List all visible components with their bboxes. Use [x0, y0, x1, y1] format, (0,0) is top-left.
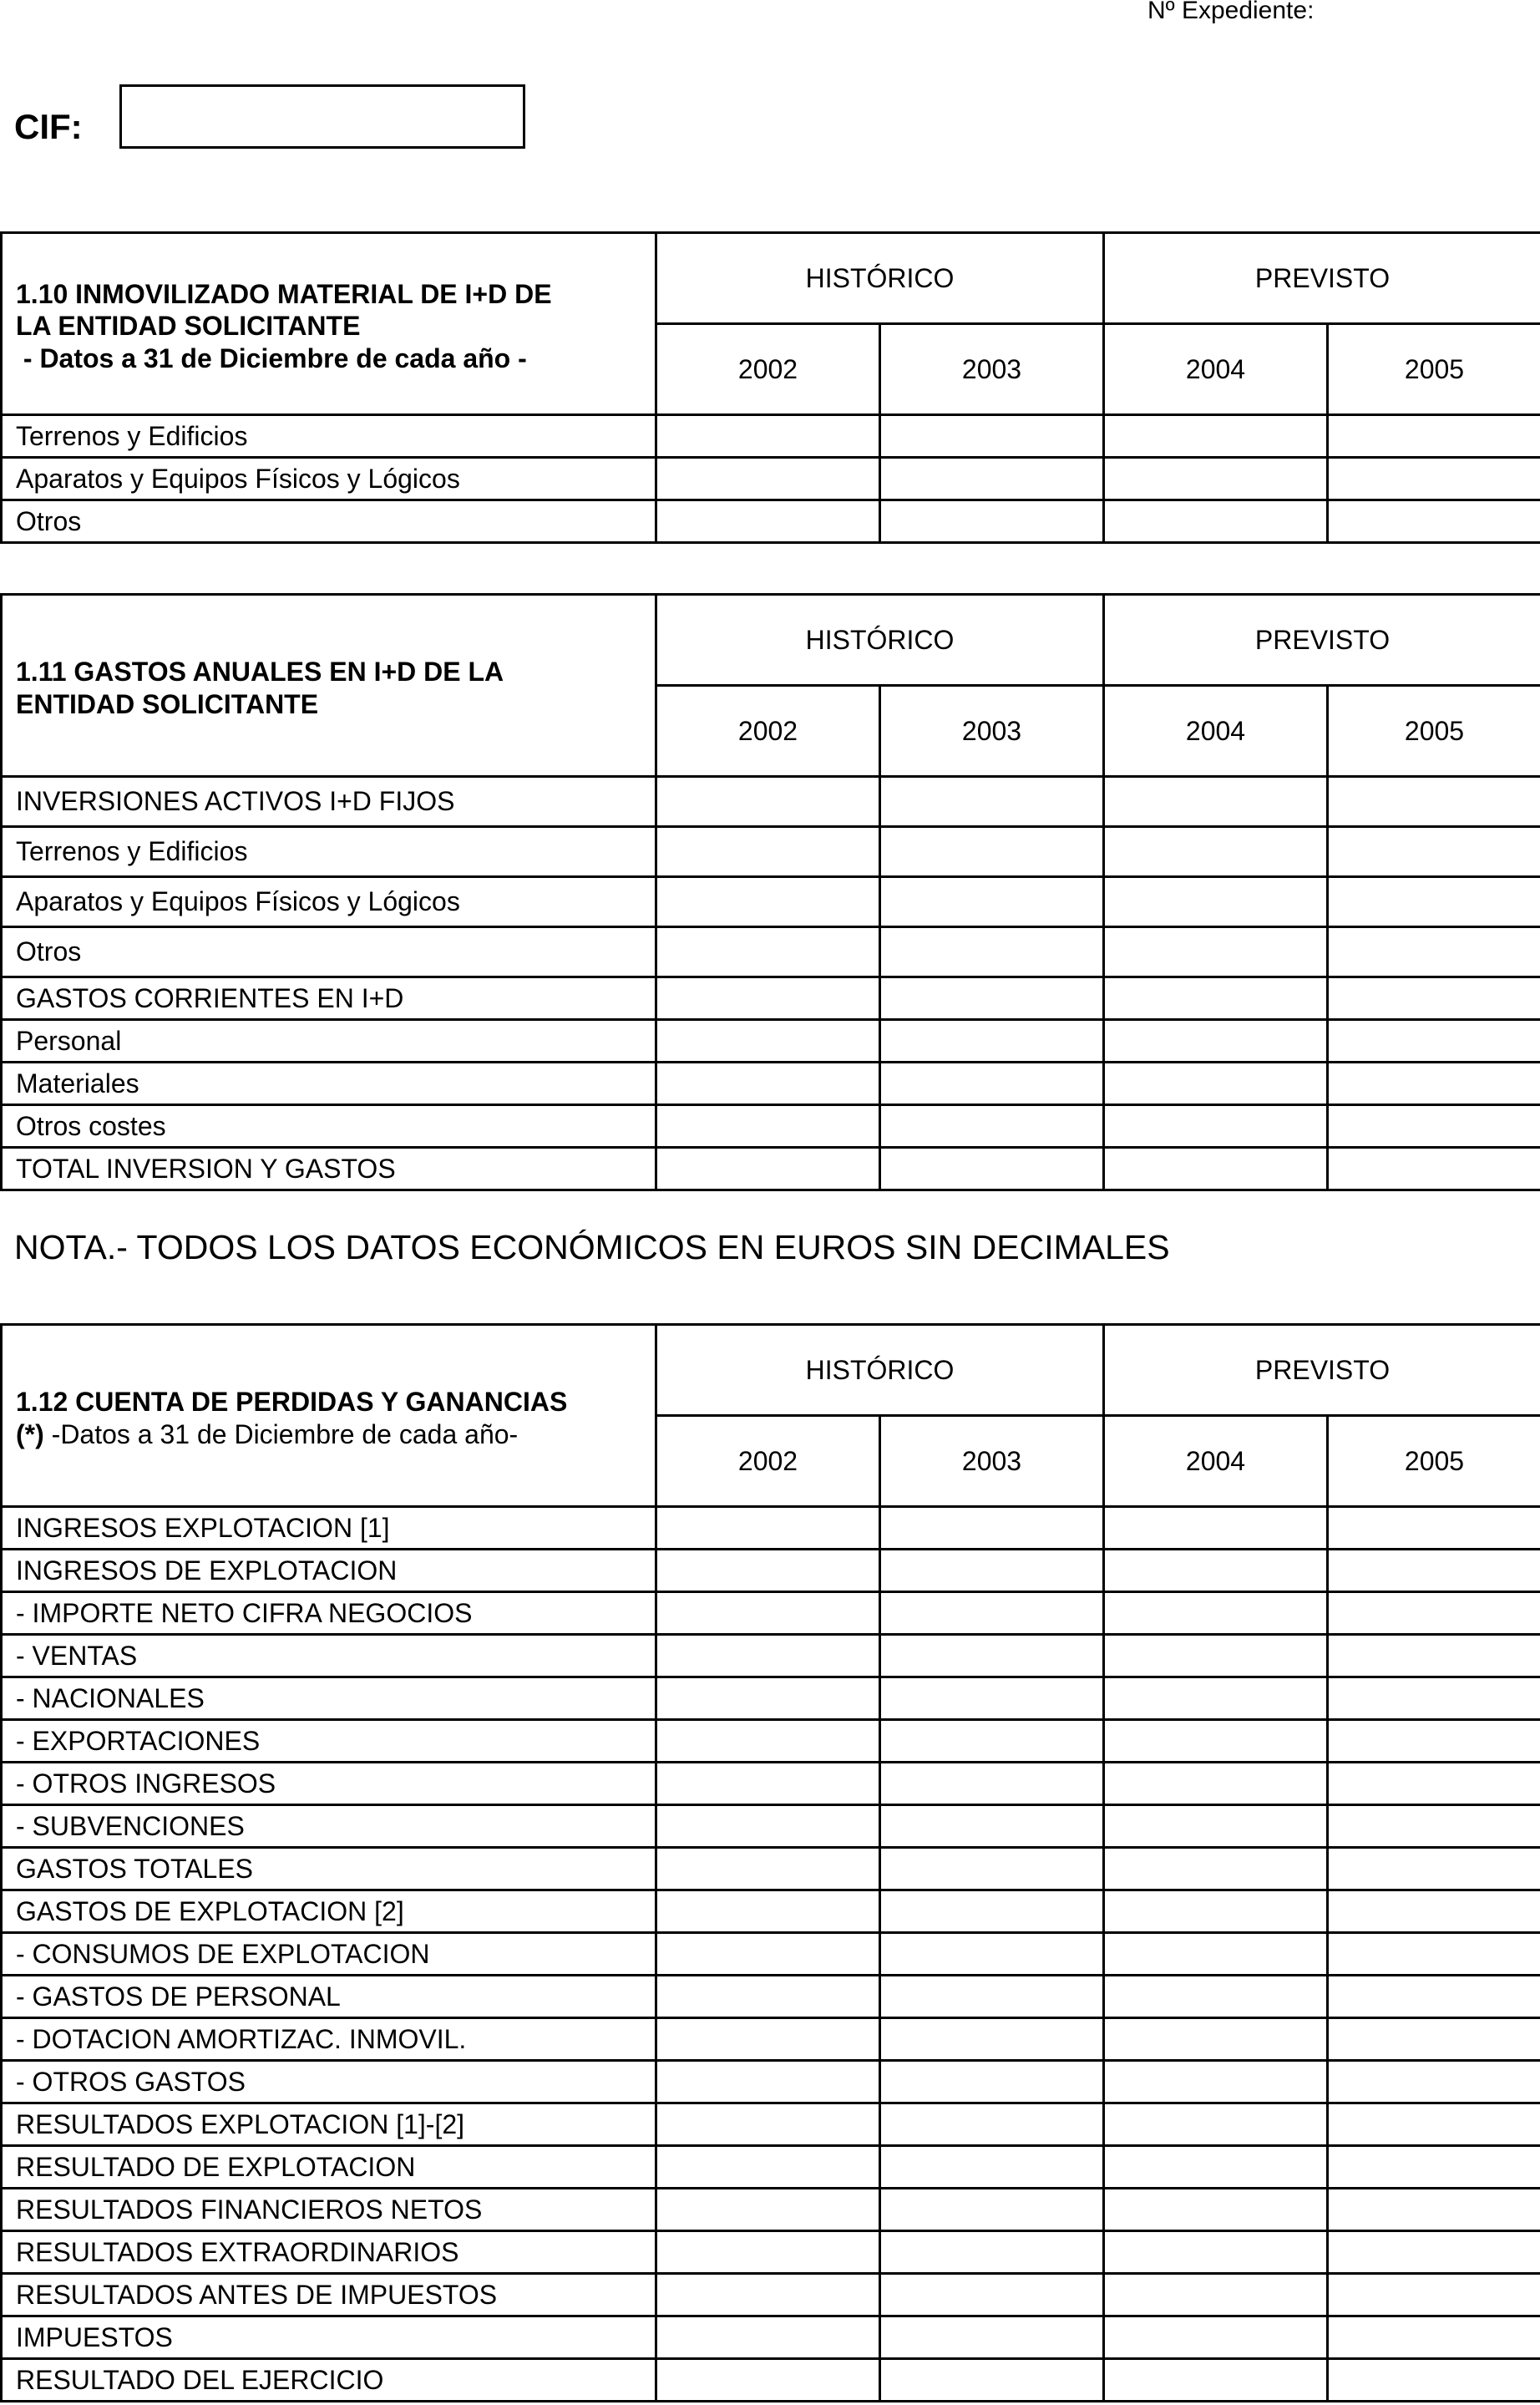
- table-row: [2, 777, 1540, 827]
- t3-value-cell-2005[interactable]: [1328, 1890, 1540, 1933]
- t2-value-cell-2002[interactable]: [656, 827, 880, 877]
- table-row: [2, 1720, 1540, 1763]
- table2-title-line2: ENTIDAD SOLICITANTE: [16, 688, 319, 719]
- table-row: [2, 2061, 1540, 2103]
- table-row: [2, 2231, 1540, 2274]
- t2-value-cell-2004[interactable]: [1104, 777, 1328, 827]
- t2-row-label: Terrenos y Edificios: [2, 827, 656, 877]
- t3-value-cell-2005[interactable]: [1328, 2189, 1540, 2231]
- t3-value-cell-2004[interactable]: [1104, 1976, 1328, 2018]
- t3-value-cell-2002[interactable]: [656, 1805, 880, 1848]
- table3-title-line2-wrap: [16, 1418, 655, 1450]
- t3-value-cell-2002[interactable]: [656, 1677, 880, 1720]
- t2-row-label: INVERSIONES ACTIVOS I+D FIJOS: [2, 777, 656, 827]
- table1-historico-header: HISTÓRICO: [656, 233, 1104, 324]
- t3-value-cell-2003[interactable]: [880, 1592, 1104, 1635]
- table2-historico-header: HISTÓRICO: [656, 595, 1104, 686]
- table-row: [2, 458, 1540, 500]
- table3-body: [2, 1507, 1540, 2402]
- t3-row-label: - SUBVENCIONES: [2, 1805, 656, 1848]
- table1-previsto-header: PREVISTO: [1104, 233, 1540, 324]
- table-row: [2, 1507, 1540, 1550]
- t2-value-cell-2003[interactable]: [880, 1105, 1104, 1148]
- t2-value-cell-2003[interactable]: [880, 877, 1104, 927]
- table1-title: [2, 233, 656, 415]
- t1-value-cell-2003[interactable]: [880, 415, 1104, 458]
- t3-value-cell-2004[interactable]: [1104, 1635, 1328, 1677]
- t3-row-label: - VENTAS: [2, 1635, 656, 1677]
- table-row: [2, 1635, 1540, 1677]
- t3-value-cell-2005[interactable]: [1328, 1805, 1540, 1848]
- t1-value-cell-2003[interactable]: [880, 500, 1104, 543]
- t2-value-cell-2004[interactable]: [1104, 1105, 1328, 1148]
- t3-row-label: RESULTADOS EXPLOTACION [1]-[2]: [2, 2103, 656, 2146]
- t3-value-cell-2005[interactable]: [1328, 1976, 1540, 2018]
- t3-row-label: RESULTADOS FINANCIEROS NETOS: [2, 2189, 656, 2231]
- t3-value-cell-2002[interactable]: [656, 1848, 880, 1890]
- table3-title-mark: (*): [16, 1418, 44, 1449]
- t1-row-label: Terrenos y Edificios: [2, 415, 656, 458]
- t3-value-cell-2003[interactable]: [880, 1890, 1104, 1933]
- t3-row-label: - IMPORTE NETO CIFRA NEGOCIOS: [2, 1592, 656, 1635]
- expediente-label: Nº Expediente:: [1147, 0, 1315, 24]
- t3-value-cell-2003[interactable]: [880, 1677, 1104, 1720]
- t3-value-cell-2005[interactable]: [1328, 1763, 1540, 1805]
- t2-value-cell-2002[interactable]: [656, 1148, 880, 1190]
- t3-value-cell-2003[interactable]: [880, 1848, 1104, 1890]
- t2-row-label: Aparatos y Equipos Físicos y Lógicos: [2, 877, 656, 927]
- t3-value-cell-2004[interactable]: [1104, 1592, 1328, 1635]
- t3-value-cell-2003[interactable]: [880, 2103, 1104, 2146]
- t2-value-cell-2003[interactable]: [880, 777, 1104, 827]
- table-row: [2, 2316, 1540, 2359]
- table3-year-2003: 2003: [880, 1416, 1104, 1507]
- t3-value-cell-2002[interactable]: [656, 1635, 880, 1677]
- table-perdidas-ganancias: [0, 1323, 1540, 2402]
- t2-value-cell-2004[interactable]: [1104, 877, 1328, 927]
- t3-value-cell-2003[interactable]: [880, 1720, 1104, 1763]
- t2-row-label: Otros costes: [2, 1105, 656, 1148]
- table3-year-2002: 2002: [656, 1416, 880, 1507]
- t3-row-label: - OTROS INGRESOS: [2, 1763, 656, 1805]
- t3-value-cell-2004[interactable]: [1104, 2103, 1328, 2146]
- table-row: [2, 2103, 1540, 2146]
- table-row: [2, 1763, 1540, 1805]
- t3-value-cell-2005[interactable]: [1328, 1507, 1540, 1550]
- table-row: [2, 1976, 1540, 2018]
- t3-value-cell-2002[interactable]: [656, 1720, 880, 1763]
- table-row: [2, 1063, 1540, 1105]
- t2-value-cell-2004[interactable]: [1104, 1020, 1328, 1063]
- t3-value-cell-2004[interactable]: [1104, 1550, 1328, 1592]
- table2-title-line1: 1.11 GASTOS ANUALES EN I+D DE LA: [16, 657, 504, 688]
- t2-value-cell-2005[interactable]: [1328, 777, 1540, 827]
- t3-value-cell-2004[interactable]: [1104, 1763, 1328, 1805]
- t3-row-label: - EXPORTACIONES: [2, 1720, 656, 1763]
- t2-value-cell-2005[interactable]: [1328, 1105, 1540, 1148]
- t2-value-cell-2003[interactable]: [880, 1063, 1104, 1105]
- t2-row-label: Otros: [2, 927, 656, 977]
- t3-value-cell-2005[interactable]: [1328, 2061, 1540, 2103]
- t3-value-cell-2002[interactable]: [656, 2274, 880, 2316]
- t3-value-cell-2005[interactable]: [1328, 1677, 1540, 1720]
- table-row: [2, 1890, 1540, 1933]
- t2-value-cell-2004[interactable]: [1104, 1063, 1328, 1105]
- t3-value-cell-2003[interactable]: [880, 1507, 1104, 1550]
- t3-value-cell-2002[interactable]: [656, 2103, 880, 2146]
- table2-previsto-header: PREVISTO: [1104, 595, 1540, 686]
- t2-value-cell-2003[interactable]: [880, 1148, 1104, 1190]
- t3-row-label: RESULTADO DE EXPLOTACION: [2, 2146, 656, 2189]
- cif-label: CIF:: [14, 107, 83, 146]
- table-row: [2, 1933, 1540, 1976]
- t3-value-cell-2004[interactable]: [1104, 1890, 1328, 1933]
- t3-value-cell-2005[interactable]: [1328, 2316, 1540, 2359]
- t3-value-cell-2004[interactable]: [1104, 2231, 1328, 2274]
- t2-value-cell-2004[interactable]: [1104, 1148, 1328, 1190]
- table-row: [2, 2359, 1540, 2402]
- t2-value-cell-2005[interactable]: [1328, 927, 1540, 977]
- t3-row-label: RESULTADO DEL EJERCICIO: [2, 2359, 656, 2402]
- t3-value-cell-2005[interactable]: [1328, 1550, 1540, 1592]
- t3-value-cell-2005[interactable]: [1328, 2103, 1540, 2146]
- t3-value-cell-2003[interactable]: [880, 1976, 1104, 2018]
- table-row: [2, 1592, 1540, 1635]
- t3-value-cell-2005[interactable]: [1328, 1720, 1540, 1763]
- table3-year-2005: 2005: [1328, 1416, 1540, 1507]
- t3-row-label: GASTOS DE EXPLOTACION [2]: [2, 1890, 656, 1933]
- t3-value-cell-2005[interactable]: [1328, 2146, 1540, 2189]
- t3-value-cell-2003[interactable]: [880, 2146, 1104, 2189]
- table-row: [2, 2018, 1540, 2061]
- t3-row-label: INGRESOS EXPLOTACION [1]: [2, 1507, 656, 1550]
- nota-text: NOTA.- TODOS LOS DATOS ECONÓMICOS EN EUROS SIN DECIMALES: [14, 1228, 1170, 1266]
- table-row: [2, 1805, 1540, 1848]
- table1-body: [2, 415, 1540, 543]
- t2-value-cell-2002[interactable]: [656, 927, 880, 977]
- t2-value-cell-2004[interactable]: [1104, 827, 1328, 877]
- t3-row-label: - OTROS GASTOS: [2, 2061, 656, 2103]
- table1-title-line2: LA ENTIDAD SOLICITANTE: [16, 311, 361, 342]
- t2-value-cell-2005[interactable]: [1328, 977, 1540, 1020]
- table3-title-line2: -Datos a 31 de Diciembre de cada año-: [43, 1418, 519, 1449]
- table1-year-2002: 2002: [656, 324, 880, 415]
- t2-value-cell-2002[interactable]: [656, 977, 880, 1020]
- t3-value-cell-2004[interactable]: [1104, 1805, 1328, 1848]
- t1-value-cell-2003[interactable]: [880, 458, 1104, 500]
- t2-value-cell-2002[interactable]: [656, 877, 880, 927]
- t3-value-cell-2004[interactable]: [1104, 1677, 1328, 1720]
- t3-value-cell-2004[interactable]: [1104, 1507, 1328, 1550]
- table3-year-2004: 2004: [1104, 1416, 1328, 1507]
- t3-value-cell-2002[interactable]: [656, 2061, 880, 2103]
- table-row: [2, 827, 1540, 877]
- t3-value-cell-2005[interactable]: [1328, 1848, 1540, 1890]
- t1-row-label: Aparatos y Equipos Físicos y Lógicos: [2, 458, 656, 500]
- table1-year-2005: 2005: [1328, 324, 1540, 415]
- t1-value-cell-2004[interactable]: [1104, 458, 1328, 500]
- t1-value-cell-2004[interactable]: [1104, 500, 1328, 543]
- t1-value-cell-2002[interactable]: [656, 458, 880, 500]
- table3-historico-header: HISTÓRICO: [656, 1325, 1104, 1416]
- t1-value-cell-2005[interactable]: [1328, 458, 1540, 500]
- t3-value-cell-2005[interactable]: [1328, 2231, 1540, 2274]
- t3-value-cell-2002[interactable]: [656, 1976, 880, 2018]
- t3-value-cell-2003[interactable]: [880, 2316, 1104, 2359]
- t3-value-cell-2005[interactable]: [1328, 2018, 1540, 2061]
- table2-title: [2, 595, 656, 777]
- t3-value-cell-2003[interactable]: [880, 1763, 1104, 1805]
- t3-value-cell-2002[interactable]: [656, 2359, 880, 2402]
- t2-value-cell-2004[interactable]: [1104, 977, 1328, 1020]
- t3-value-cell-2003[interactable]: [880, 2274, 1104, 2316]
- t3-value-cell-2004[interactable]: [1104, 1720, 1328, 1763]
- t2-value-cell-2003[interactable]: [880, 977, 1104, 1020]
- table2-year-2002: 2002: [656, 686, 880, 777]
- t3-value-cell-2002[interactable]: [656, 1592, 880, 1635]
- t3-value-cell-2003[interactable]: [880, 2231, 1104, 2274]
- table-row: [2, 1848, 1540, 1890]
- t2-value-cell-2005[interactable]: [1328, 1063, 1540, 1105]
- t2-value-cell-2005[interactable]: [1328, 827, 1540, 877]
- t3-value-cell-2004[interactable]: [1104, 2146, 1328, 2189]
- t3-value-cell-2005[interactable]: [1328, 2359, 1540, 2402]
- t2-value-cell-2002[interactable]: [656, 777, 880, 827]
- t2-value-cell-2002[interactable]: [656, 1105, 880, 1148]
- table-row: [2, 1020, 1540, 1063]
- t3-value-cell-2005[interactable]: [1328, 1933, 1540, 1976]
- table1-title-line1: 1.10 INMOVILIZADO MATERIAL DE I+D DE: [16, 278, 552, 309]
- t2-value-cell-2005[interactable]: [1328, 1020, 1540, 1063]
- t3-value-cell-2005[interactable]: [1328, 2274, 1540, 2316]
- t3-value-cell-2002[interactable]: [656, 2189, 880, 2231]
- table-row: [2, 1677, 1540, 1720]
- table1-year-2004: 2004: [1104, 324, 1328, 415]
- table-row: [2, 877, 1540, 927]
- t3-value-cell-2002[interactable]: [656, 2231, 880, 2274]
- t3-value-cell-2004[interactable]: [1104, 2189, 1328, 2231]
- t3-value-cell-2002[interactable]: [656, 2146, 880, 2189]
- t2-value-cell-2005[interactable]: [1328, 877, 1540, 927]
- t3-value-cell-2003[interactable]: [880, 2018, 1104, 2061]
- table-row: [2, 1550, 1540, 1592]
- table-row: [2, 500, 1540, 543]
- t3-value-cell-2002[interactable]: [656, 1550, 880, 1592]
- table-inmovilizado: [0, 231, 1540, 544]
- cif-input-box[interactable]: [119, 84, 525, 149]
- t1-row-label: Otros: [2, 500, 656, 543]
- t3-value-cell-2003[interactable]: [880, 1805, 1104, 1848]
- t1-value-cell-2002[interactable]: [656, 415, 880, 458]
- t2-value-cell-2004[interactable]: [1104, 927, 1328, 977]
- table2-year-2005: 2005: [1328, 686, 1540, 777]
- table1-title-line3: - Datos a 31 de Diciembre de cada año -: [16, 342, 527, 373]
- t3-row-label: - CONSUMOS DE EXPLOTACION: [2, 1933, 656, 1976]
- t1-value-cell-2005[interactable]: [1328, 415, 1540, 458]
- table-row: [2, 2146, 1540, 2189]
- t3-row-label: RESULTADOS ANTES DE IMPUESTOS: [2, 2274, 656, 2316]
- t3-value-cell-2003[interactable]: [880, 2189, 1104, 2231]
- table-row: [2, 1148, 1540, 1190]
- t2-value-cell-2002[interactable]: [656, 1063, 880, 1105]
- table-row: [2, 927, 1540, 977]
- t2-row-label: TOTAL INVERSION Y GASTOS: [2, 1148, 656, 1190]
- t2-row-label: GASTOS CORRIENTES EN I+D: [2, 977, 656, 1020]
- t1-value-cell-2005[interactable]: [1328, 500, 1540, 543]
- t3-value-cell-2004[interactable]: [1104, 2061, 1328, 2103]
- t2-value-cell-2005[interactable]: [1328, 1148, 1540, 1190]
- t3-value-cell-2003[interactable]: [880, 2061, 1104, 2103]
- table-row: [2, 977, 1540, 1020]
- table2-body: [2, 777, 1540, 1190]
- table-gastos-anuales: [0, 593, 1540, 1191]
- t3-value-cell-2003[interactable]: [880, 1933, 1104, 1976]
- t2-value-cell-2003[interactable]: [880, 1020, 1104, 1063]
- t3-value-cell-2002[interactable]: [656, 1890, 880, 1933]
- t2-row-label: Materiales: [2, 1063, 656, 1105]
- t3-row-label: INGRESOS DE EXPLOTACION: [2, 1550, 656, 1592]
- t3-value-cell-2003[interactable]: [880, 1635, 1104, 1677]
- t3-value-cell-2002[interactable]: [656, 1933, 880, 1976]
- t2-row-label: Personal: [2, 1020, 656, 1063]
- t2-value-cell-2003[interactable]: [880, 927, 1104, 977]
- table2-year-2003: 2003: [880, 686, 1104, 777]
- t1-value-cell-2004[interactable]: [1104, 415, 1328, 458]
- table3-title-line1: 1.12 CUENTA DE PERDIDAS Y GANANCIAS: [16, 1387, 568, 1418]
- t3-row-label: GASTOS TOTALES: [2, 1848, 656, 1890]
- t3-row-label: RESULTADOS EXTRAORDINARIOS: [2, 2231, 656, 2274]
- t2-value-cell-2002[interactable]: [656, 1020, 880, 1063]
- t3-value-cell-2002[interactable]: [656, 1507, 880, 1550]
- table-row: [2, 415, 1540, 458]
- table1-year-2003: 2003: [880, 324, 1104, 415]
- t3-row-label: - DOTACION AMORTIZAC. INMOVIL.: [2, 2018, 656, 2061]
- table-row: [2, 1105, 1540, 1148]
- t2-value-cell-2003[interactable]: [880, 827, 1104, 877]
- table2-year-2004: 2004: [1104, 686, 1328, 777]
- t3-value-cell-2005[interactable]: [1328, 1592, 1540, 1635]
- t3-value-cell-2002[interactable]: [656, 1763, 880, 1805]
- t3-row-label: - NACIONALES: [2, 1677, 656, 1720]
- t3-value-cell-2004[interactable]: [1104, 1933, 1328, 1976]
- t3-row-label: IMPUESTOS: [2, 2316, 656, 2359]
- table3-title: [2, 1325, 656, 1507]
- t3-value-cell-2004[interactable]: [1104, 2359, 1328, 2402]
- t3-value-cell-2003[interactable]: [880, 1550, 1104, 1592]
- t3-row-label: - GASTOS DE PERSONAL: [2, 1976, 656, 2018]
- table-row: [2, 2274, 1540, 2316]
- t3-value-cell-2004[interactable]: [1104, 2018, 1328, 2061]
- t3-value-cell-2002[interactable]: [656, 2018, 880, 2061]
- t1-value-cell-2002[interactable]: [656, 500, 880, 543]
- t3-value-cell-2005[interactable]: [1328, 1635, 1540, 1677]
- t3-value-cell-2004[interactable]: [1104, 2316, 1328, 2359]
- table-row: [2, 2189, 1540, 2231]
- t3-value-cell-2004[interactable]: [1104, 1848, 1328, 1890]
- table3-previsto-header: PREVISTO: [1104, 1325, 1540, 1416]
- t3-value-cell-2003[interactable]: [880, 2359, 1104, 2402]
- t3-value-cell-2002[interactable]: [656, 2316, 880, 2359]
- t3-value-cell-2004[interactable]: [1104, 2274, 1328, 2316]
